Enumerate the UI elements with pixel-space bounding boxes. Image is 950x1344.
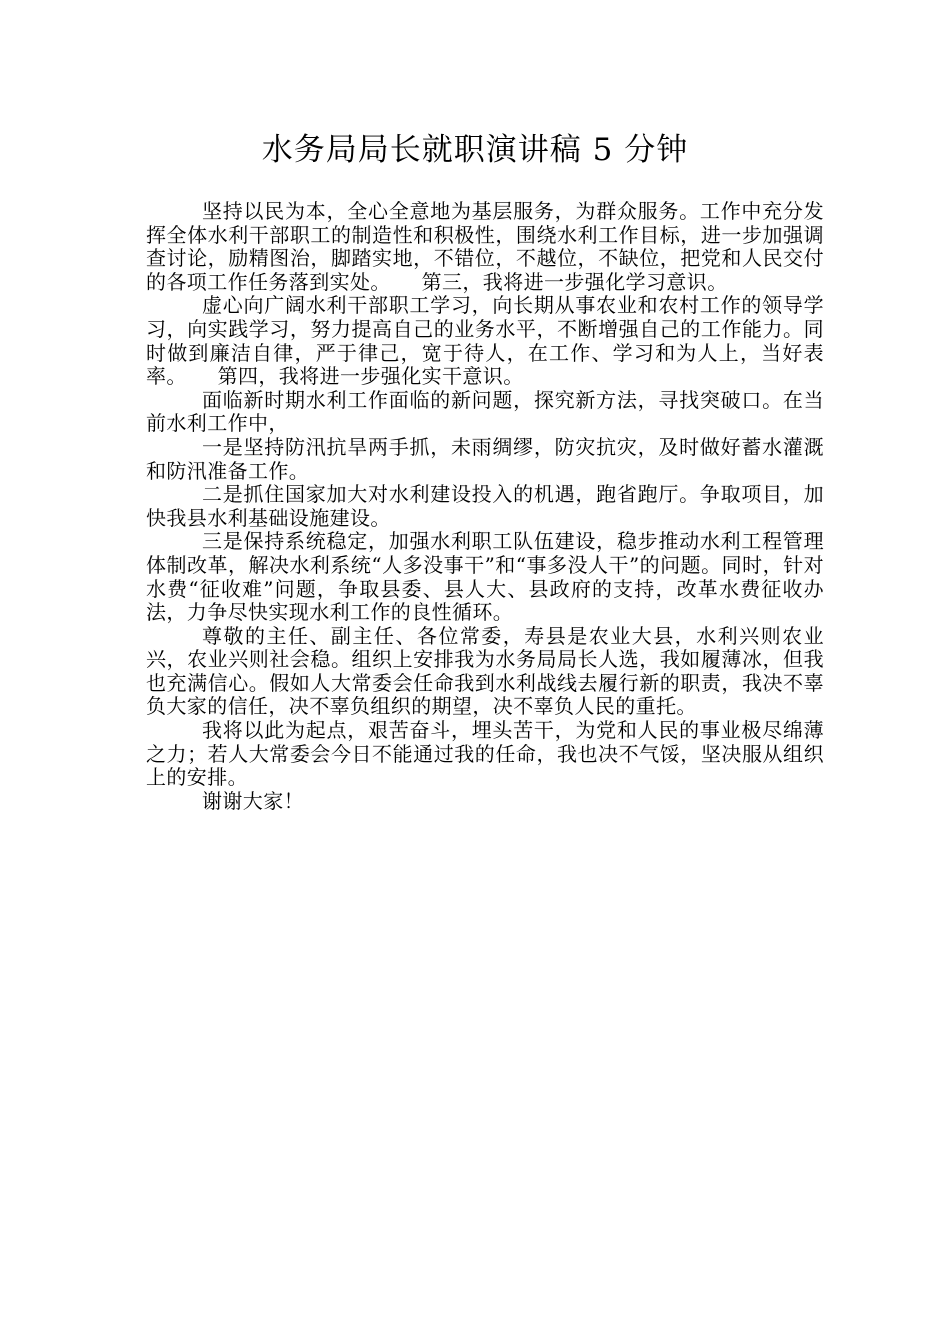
- paragraph-1: 坚持以民为本，全心全意地为基层服务，为群众服务。工作中充分发挥全体水利干部职工的制造性和积极性，围绕水利工作目标，进一步加强调查讨论，励精图治，脚踏实地，不错位，不越位，不缺位，把党和人民交付的各项工作任务落到实处。 第三，我将进一步强化学习意识。: [146, 199, 824, 294]
- paragraph-3: 面临新时期水利工作面临的新问题，探究新方法，寻找突破口。在当前水利工作中，: [146, 387, 824, 436]
- paragraph-4: 一是坚持防汛抗旱两手抓，未雨绸缪，防灾抗灾，及时做好蓄水灌溉和防汛准备工作。: [146, 434, 824, 483]
- document-body: [146, 200, 824, 813]
- paragraph-8: 我将以此为起点，艰苦奋斗，埋头苦干，为党和人民的事业极尽绵薄之力；若人大常委会今日不能通过我的任命，我也决不气馁，坚决服从组织上的安排。: [146, 718, 824, 790]
- document-title: 水务局局长就职演讲稿 5 分钟: [261, 132, 689, 168]
- paragraph-closing: 谢谢大家！: [202, 788, 304, 813]
- paragraph-2: 虚心向广阔水利干部职工学习，向长期从事农业和农村工作的领导学习，向实践学习，努力提高自己的业务水平，不断增强自己的工作能力。同时做到廉洁自律，严于律己，宽于待人，在工作、学习和为人上，当好表率。 第四，我将进一步强化实干意识。: [146, 293, 824, 389]
- paragraph-6: 三是保持系统稳定，加强水利职工队伍建设，稳步推动水利工程管理体制改革，解决水利系统“人多没事干”和“事多没人干”的问题。同时，针对水费“征收难”问题，争取县委、县人大、县政府的支持，改革水费征收办法，力争尽快实现水利工作的良性循环。: [146, 529, 824, 625]
- paragraph-7: 尊敬的主任、副主任、各位常委，寿县是农业大县，水利兴则农业兴，农业兴则社会稳。组织上安排我为水务局局长人选，我如履薄冰，但我也充满信心。假如人大常委会任命我到水利战线去履行新的职责，我决不辜负大家的信任，决不辜负组织的期望，决不辜负人民的重托。: [146, 623, 824, 719]
- paragraph-5: 二是抓住国家加大对水利建设投入的机遇，跑省跑厅。争取项目，加快我县水利基础设施建设。: [146, 482, 824, 530]
